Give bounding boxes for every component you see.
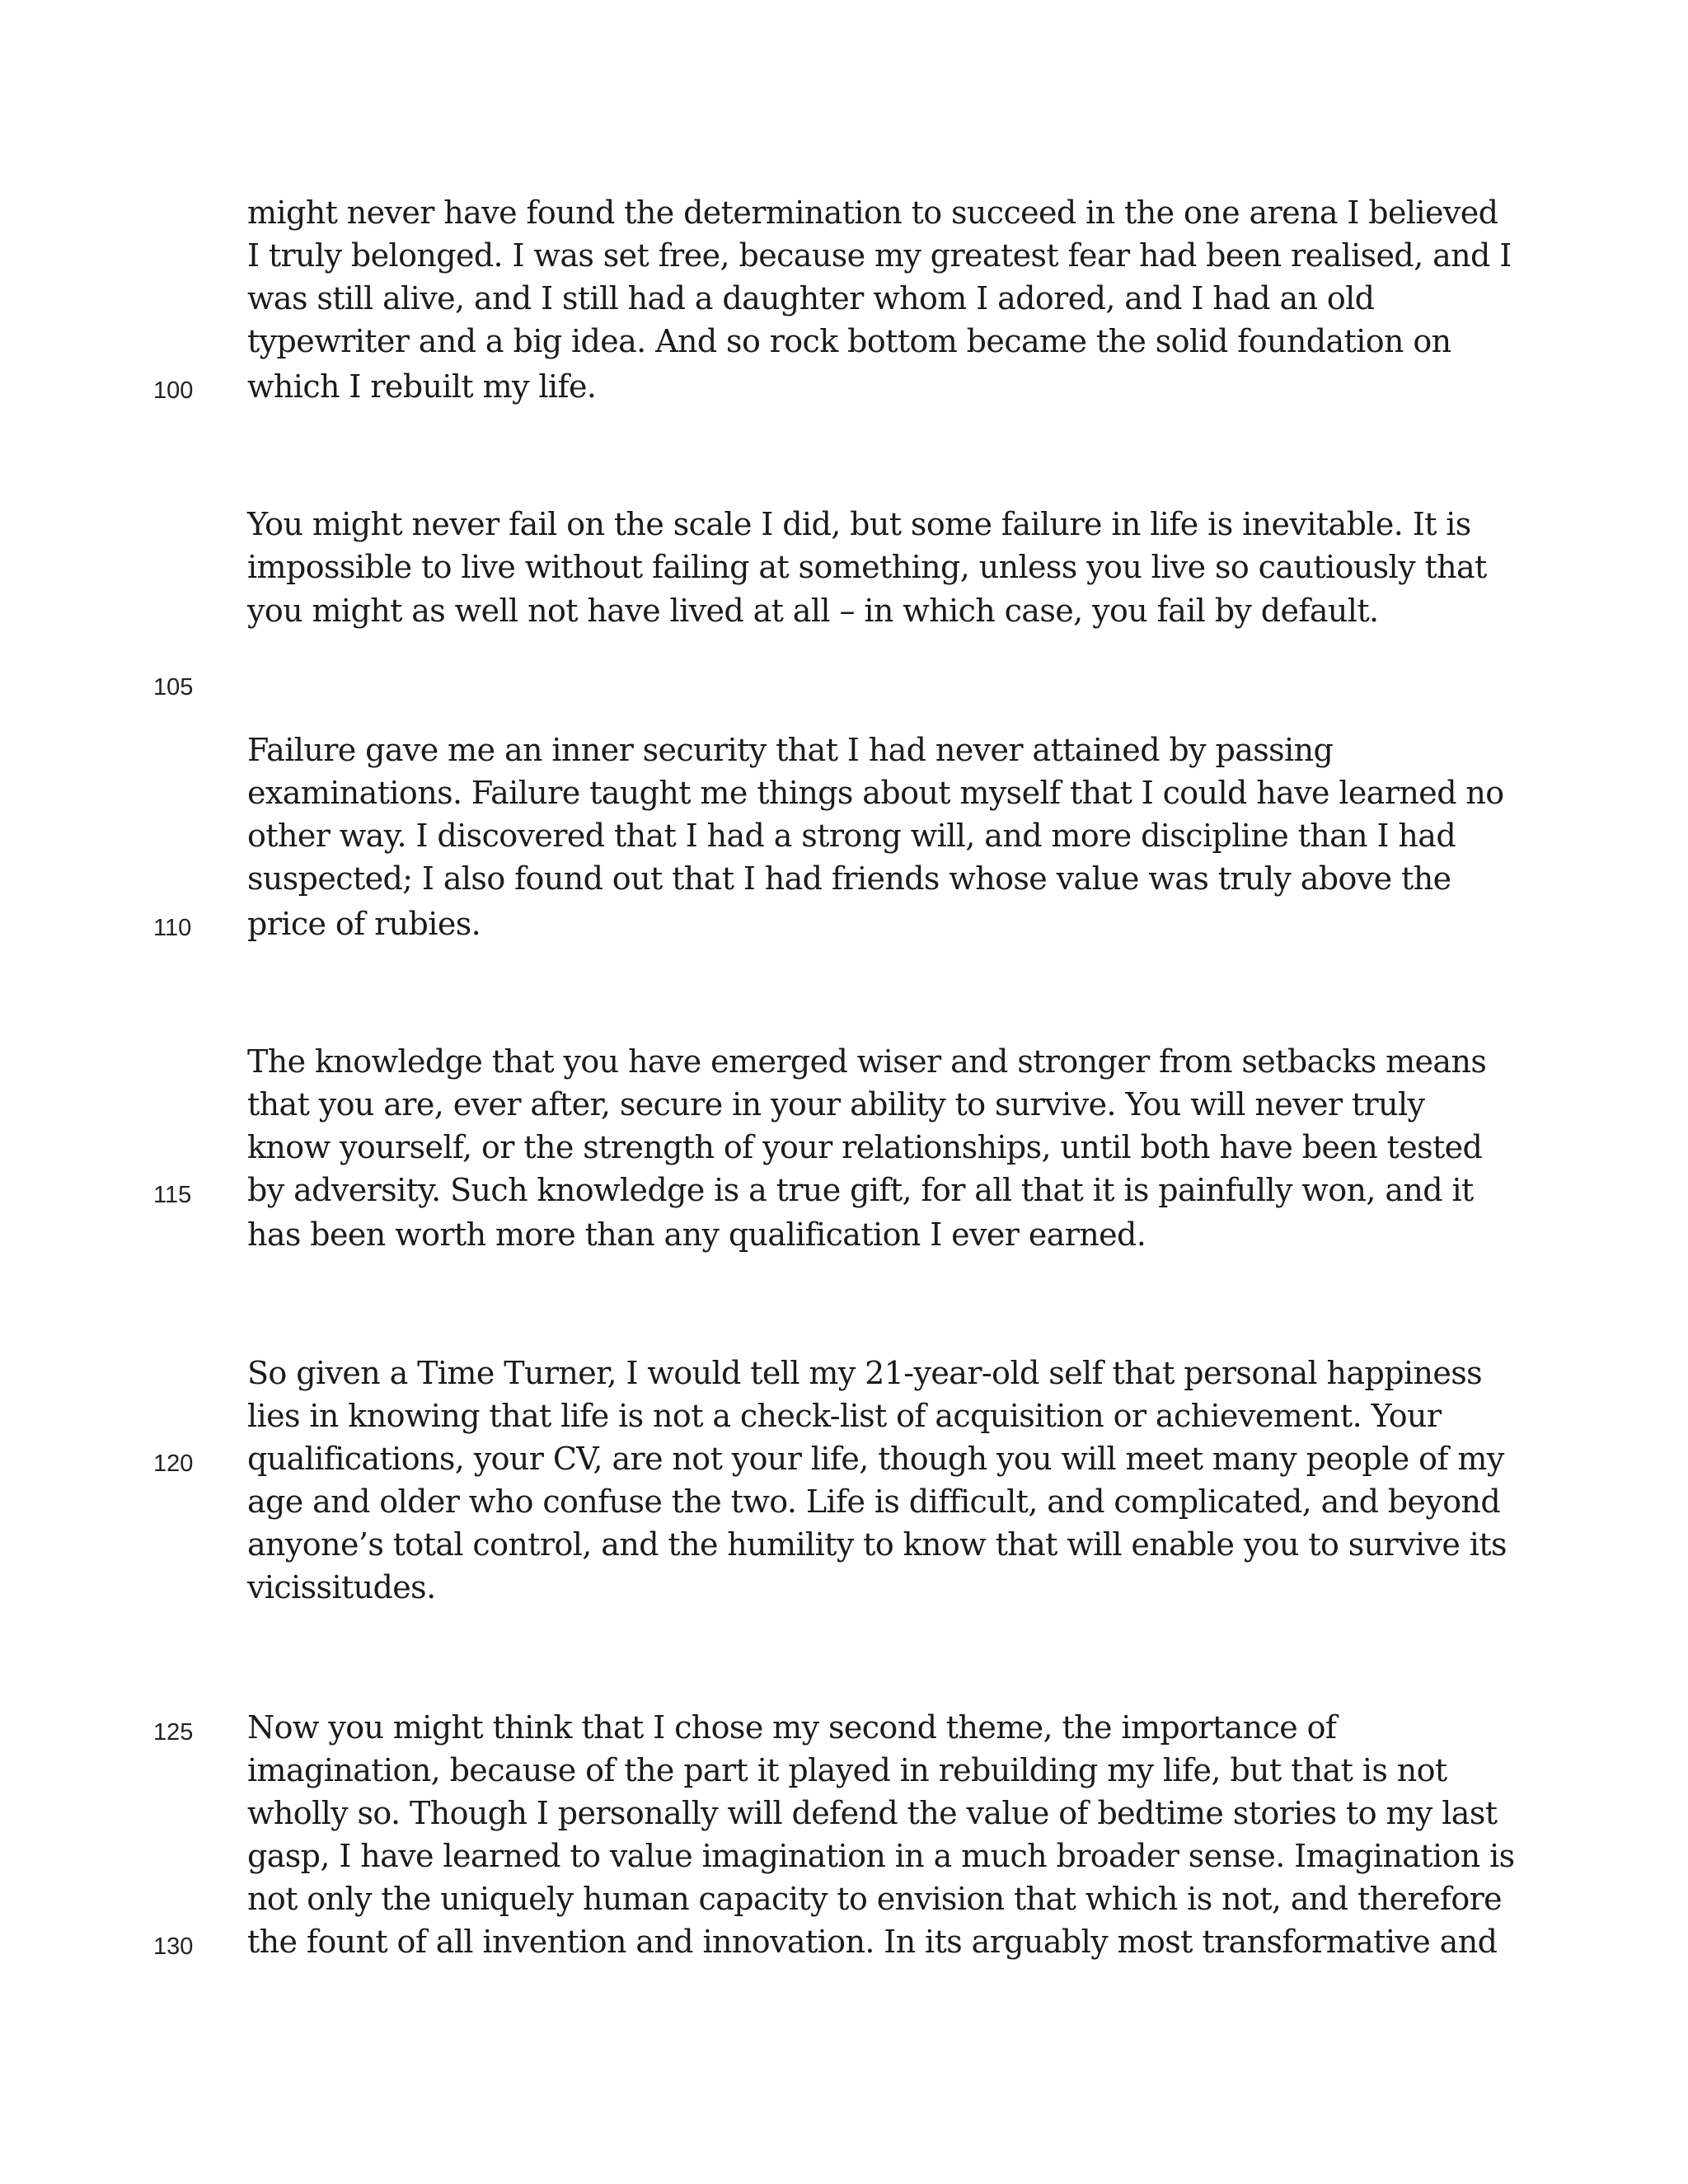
text-line: was still alive, and I still had a daughter whom I adored, and I had an old: [247, 280, 1375, 316]
text-line: I truly belonged. I was set free, because my greatest fear had been realised, and I: [247, 237, 1512, 274]
text-line: wholly so. Though I personally will defend the value of bedtime stories to my last: [247, 1795, 1498, 1831]
text-line: the fount of all invention and innovation. In its arguably most transformative and: [247, 1924, 1498, 1960]
line-number: 125: [153, 1719, 194, 1746]
line-number: 105: [153, 674, 194, 701]
text-line: gasp, I have learned to value imagination in a much broader sense. Imagination is: [247, 1838, 1515, 1874]
text-line: lies in knowing that life is not a check-list of acquisition or achievement. Your: [247, 1398, 1442, 1434]
text-line: Now you might think that I chose my second theme, the importance of: [247, 1709, 1337, 1746]
text-line: you might as well not have lived at all – in which case, you fail by default.: [247, 593, 1379, 629]
text-line: imagination, because of the part it played in rebuilding my life, but that is not: [247, 1752, 1447, 1788]
text-line: age and older who confuse the two. Life is difficult, and complicated, and beyond: [247, 1483, 1501, 1520]
text-line: other way. I discovered that I had a strong will, and more discipline than I had: [247, 818, 1456, 854]
text-line: not only the uniquely human capacity to envision that which is not, and therefore: [247, 1881, 1503, 1917]
text-line: suspected; I also found out that I had friends whose value was truly above the: [247, 860, 1451, 897]
text-line: The knowledge that you have emerged wiser and stronger from setbacks means: [247, 1043, 1487, 1080]
line-number: 100: [153, 377, 194, 404]
text-line: vicissitudes.: [247, 1569, 436, 1605]
line-number: 120: [153, 1451, 194, 1477]
text-line: anyone’s total control, and the humility to know that will enable you to survive its: [247, 1526, 1507, 1563]
line-number: 130: [153, 1933, 194, 1960]
line-number: 110: [153, 915, 192, 941]
text-line: qualifications, your CV, are not your life, though you will meet many people of my: [247, 1441, 1504, 1477]
text-line: has been worth more than any qualification I ever earned.: [247, 1216, 1146, 1253]
text-line: might never have found the determination to succeed in the one arena I believed: [247, 194, 1498, 231]
text-line: that you are, ever after, secure in your ability to survive. You will never truly: [247, 1086, 1425, 1122]
text-line: impossible to live without failing at something, unless you live so cautiously that: [247, 549, 1487, 585]
text-line: price of rubies.: [247, 906, 481, 942]
text-line: typewriter and a big idea. And so rock bottom became the solid foundation on: [247, 323, 1451, 359]
text-line: You might never fail on the scale I did, but some failure in life is inevitable. It is: [247, 506, 1471, 542]
text-line: examinations. Failure taught me things about myself that I could have learned no: [247, 775, 1504, 811]
text-line: know yourself, or the strength of your relationships, until both have been tested: [247, 1129, 1483, 1165]
line-number: 115: [153, 1182, 192, 1208]
text-line: Failure gave me an inner security that I had never attained by passing: [247, 732, 1334, 768]
text-line: which I rebuilt my life.: [247, 368, 597, 405]
text-line: by adversity. Such knowledge is a true gift, for all that it is painfully won, and it: [247, 1172, 1474, 1208]
text-line: So given a Time Turner, I would tell my 21-year-old self that personal happiness: [247, 1355, 1483, 1391]
